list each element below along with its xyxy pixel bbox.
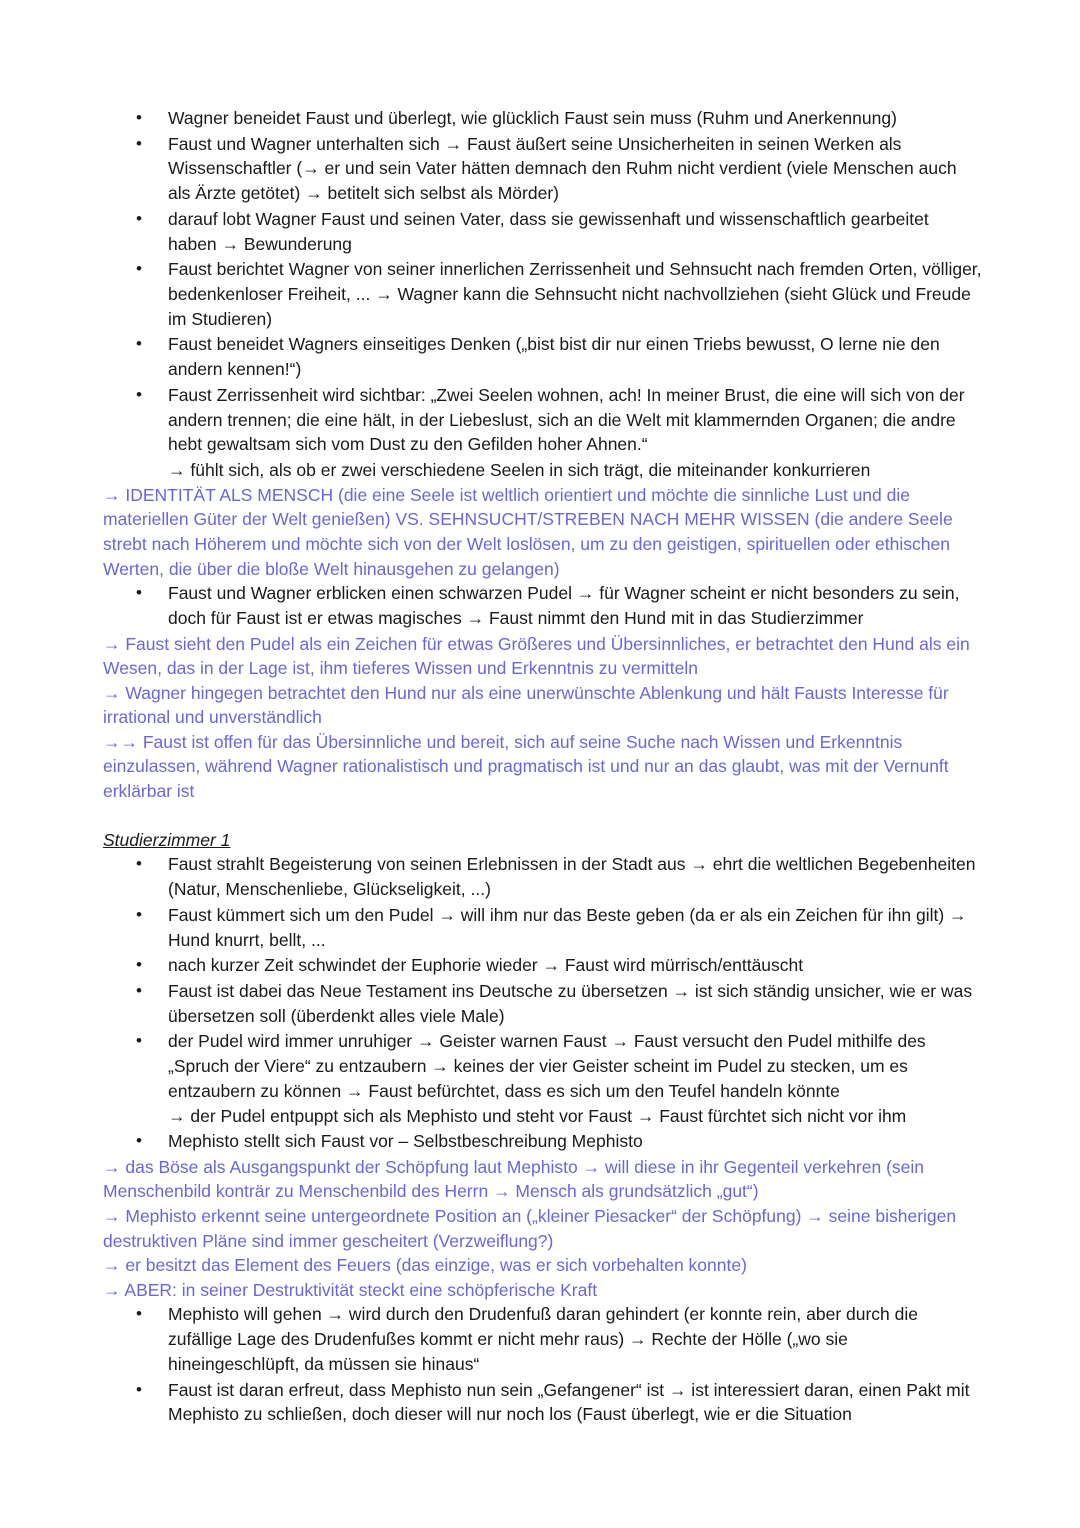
list-item: • Faust kümmert sich um den Pudel → will ihm nur das Beste geben (da er als ein Zeichen für ihn gilt) → Hund knurrt, bellt, ...	[0, 903, 1080, 953]
document-page	[0, 106, 1080, 1428]
indented-conclusion: → fühlt sich, als ob er zwei verschiedene Seelen in sich trägt, die miteinander konkurrieren	[168, 459, 871, 480]
list-item: • Faust ist dabei das Neue Testament ins Deutsche zu übersetzen → ist sich ständig unsicher, wie er was übersetzen soll (überdenkt alles viele Male)	[0, 979, 1080, 1029]
list-item: • Faust strahlt Begeisterung von seinen Erlebnissen in der Stadt aus → ehrt die weltlichen Begebenheiten (Natur, Menschenliebe, Glückseligkeit, ...)	[0, 852, 1080, 902]
list-item: • Faust und Wagner unterhalten sich → Faust äußert seine Unsicherheiten in seinen Werken als Wissenschaftler (→ er und sein Vater hätten demnach den Ruhm nicht verdient (viele Menschen auch als Ärzte getötet) → betitelt sich selbst als Mörder)	[0, 132, 1080, 206]
annotation-note: → IDENTITÄT ALS MENSCH (die eine Seele ist weltlich orientiert und möchte die sinnliche Lust und die materiellen Güter der Welt genießen) VS. SEHNSUCHT/STREBEN NACH MEHR WISSEN (die andere Seele strebt nach Höherem und möchte sich von der Welt loslösen, um zu den geistigen, spirituellen oder ethischen Werten, die über die bloße Welt hinausgehen zu gelangen)	[103, 484, 953, 579]
list-item: • nach kurzer Zeit schwindet der Euphorie wieder → Faust wird mürrisch/enttäuscht	[0, 953, 1080, 978]
annotation-note: → Mephisto erkennt seine untergeordnete Position an („kleiner Piesacker“ der Schöpfung) → seine bisherigen destruktiven Pläne sind immer gescheitert (Verzweiflung?)	[103, 1205, 957, 1251]
bullet-list-2	[0, 852, 1080, 1103]
list-item: • Faust und Wagner erblicken einen schwarzen Pudel → für Wagner scheint er nicht besonders zu sein, doch für Faust ist er etwas magisches → Faust nimmt den Hund mit in das Studierzimmer	[0, 581, 1080, 631]
list-item: • darauf lobt Wagner Faust und seinen Vater, dass sie gewissenhaft und wissenschaftlich gearbeitet haben → Bewunderung	[0, 207, 1080, 257]
list-item: • Mephisto stellt sich Faust vor – Selbstbeschreibung Mephisto	[0, 1129, 1080, 1154]
section-heading: Studierzimmer 1	[103, 829, 231, 850]
bullet-list-1	[0, 106, 1080, 457]
list-item: • Faust Zerrissenheit wird sichtbar: „Zwei Seelen wohnen, ach! In meiner Brust, die eine will sich von der andern trennen; die eine hält, in der Liebeslust, sich an die Welt mit klammernden Organen; die andre hebt gewaltsam sich vom Dust zu den Gefilden hoher Ahnen.“	[0, 383, 1080, 457]
list-item: • der Pudel wird immer unruhiger → Geister warnen Faust → Faust versucht den Pudel mithilfe des „Spruch der Viere“ zu entzaubern → keines der vier Geister scheint im Pudel zu stecken, um es entzaubern zu können → Faust befürchtet, dass es sich um den Teufel handeln könnte	[0, 1029, 1080, 1103]
list-item: • Wagner beneidet Faust und überlegt, wie glücklich Faust sein muss (Ruhm und Anerkennung)	[0, 106, 1080, 131]
annotation-note: → Faust sieht den Pudel als ein Zeichen für etwas Größeres und Übersinnliches, er betrachtet den Hund als ein Wesen, das in der Lage ist, ihm tieferes Wissen und Erkenntnis zu vermitteln	[103, 633, 970, 679]
annotation-note: → Wagner hingegen betrachtet den Hund nur als eine unerwünschte Ablenkung und hält Fausts Interesse für irrational und unverständlich	[103, 682, 949, 728]
annotation-note: →→ Faust ist offen für das Übersinnliche und bereit, sich auf seine Suche nach Wissen und Erkenntnis einzulassen, während Wagner rationalistisch und pragmatisch ist und nur an das glaubt, was mit der Vernunft erklärbar ist	[103, 731, 949, 802]
annotation-note: → ABER: in seiner Destruktivität steckt eine schöpferische Kraft	[103, 1279, 598, 1300]
annotation-note: → er besitzt das Element des Feuers (das einzige, was er sich vorbehalten konnte)	[103, 1255, 747, 1276]
indented-conclusion: → der Pudel entpuppt sich als Mephisto und steht vor Faust → Faust fürchtet sich nicht vor ihm	[168, 1106, 907, 1127]
list-item: • Mephisto will gehen → wird durch den Drudenfuß daran gehindert (er konnte rein, aber durch die zufällige Lage des Drudenfußes kommt er nicht mehr raus) → Rechte der Hölle („wo sie hineingeschlüpft, da müssen sie hinaus“	[0, 1302, 1080, 1376]
annotation-note: → das Böse als Ausgangspunkt der Schöpfung laut Mephisto → will diese in ihr Gegenteil verkehren (sein Menschenbild konträr zu Menschenbild des Herrn → Mensch als grundsätzlich „gut“)	[103, 1156, 925, 1202]
list-item: • Faust beneidet Wagners einseitiges Denken („bist bist dir nur einen Triebs bewusst, O lerne nie den andern kennen!“)	[0, 332, 1080, 382]
list-item: • Faust berichtet Wagner von seiner innerlichen Zerrissenheit und Sehnsucht nach fremden Orten, völliger, bedenkenloser Freiheit, ... → Wagner kann die Sehnsucht nicht nachvollziehen (sieht Glück und Freude im Studieren)	[0, 257, 1080, 331]
list-item: • Faust ist daran erfreut, dass Mephisto nun sein „Gefangener“ ist → ist interessiert daran, einen Pakt mit Mephisto zu schließen, doch dieser will nur noch los (Faust überlegt, wie er die Situation	[0, 1378, 1080, 1428]
bullet-list-3	[0, 1302, 1080, 1427]
